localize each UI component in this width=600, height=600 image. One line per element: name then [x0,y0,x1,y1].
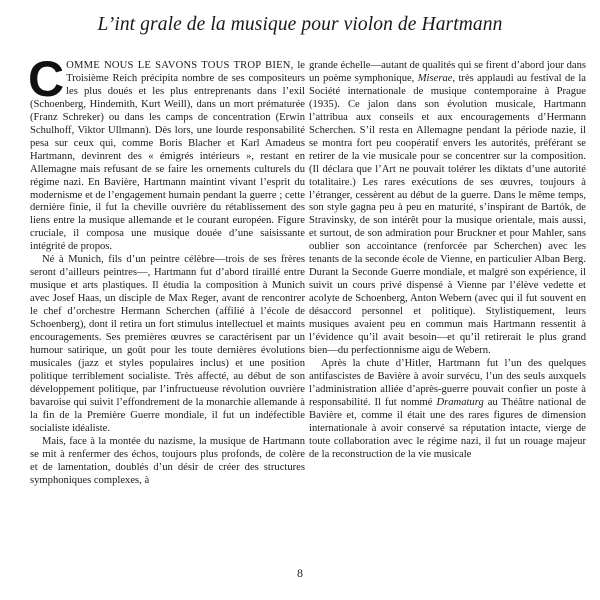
paragraph: Mais, face à la montée du nazisme, la musique de Hartmann se mit à renfermer des échos, toujours plus profonds, de colère et de lamentation, doublés d’un désir de créer des structures symphoniques complexes, à [30,435,305,486]
paragraph-text: Après la chute d’Hitler, Hartmann fut l’un des quelques antifascistes de Bavière à avoir survécu, l’un des seuls auxquels l’administration alliée d’après-guerre pouvait confier un poste à responsabilité. Il fut nommé [309,357,586,408]
paragraph-text: , très applaudi au festival de la Société internationale de musique contemporaine à Prague (1935). Ce jalon dans son évolution musicale, Hartmann l’attribua aux conseils et aux encouragements d’Hermann Scherchen. S’il resta en Allemagne pendant la période nazie, il se montra fort peu coopératif envers les autorités, préférant se retirer de la vie musicale pour se concentrer sur la composition. (Il déclara que l’Art ne pouvait tolérer les diktats d’une autorité totalitaire.) Les rares exécutions de ses œuvres, toujours à l’étranger, cessèrent au début de la guerre. Dans le même temps, son style gagna peu à peu en maturité, s’inspirant de Bartók, de Stravinsky, de son intérêt pour la musique orientale, mais aussi, et surtout, de son admiration pour Bruckner et pour Mahler, sans oublier son accointance (renforcée par Scherchen) avec les tenants de la seconde école de Vienne, en particulier Alban Berg. Durant la Seconde Guerre mondiale, et malgré son expérience, il suivit un cours privé dispensé à Vienne par l’élève vedette et acolyte de Schoenberg, Anton Webern (avec qui il fut souvent en désaccord personnel et politique). Stylistiquement, leurs musiques avaient peu en commun mais Hartmann ressentit à l’évidence qu’il avait besoin—et qu’il retirerait le plus grand bien—du perfectionnisme aigu de Webern. [309,72,587,356]
page-header-title: L’int grale de la musique pour violon de Hartmann [97,14,503,35]
paragraph [309,60,586,358]
paragraph-text: au Théâtre national de Bavière et, comme il était une des rares figures de dimension internationale à avoir conservé sa réputation intacte, vierge de toute collaboration avec le régime nazi, il fut un rouage majeur de la reconstruction de la vie musicale [309,396,586,460]
opening-small-caps: OMME NOUS LE SAVONS TOUS TROP BIEN, [66,60,294,71]
left-column [28,51,306,487]
right-column [309,60,586,462]
drop-cap: C [28,51,65,107]
term-italic: Dramaturg [436,396,484,408]
page-number: 8 [297,566,303,580]
paragraph-text: le Troisième Reich précipita nombre de ses compositeurs les plus doués et les plus entreprenants dans l’exil (Schoenberg, Hindemith, Kurt Weill), dans un mort prématurée (Franz Schreker) ou dans les camps de concentration (Erwin Schulhoff, Viktor Ullmann). Dès lors, une lourde responsabilité pesa sur ceux qui, comme Boris Blacher et Karl Amadeus Hartmann, devinrent des « émigrés intérieurs », restant en Allemagne mais refusant de se faire les ornements culturels du régime nazi. En Bavière, Hartmann maintint vivant l’esprit du modernisme et de l’engagement humain pendant la guerre ; cette dernière finie, il fut la cheville ouvrière du rétablissement des liens entre la musique allemande et le courant européen. Figure cruciale, il composa une musique douée d’une saisissante intégrité de propos. [30,60,306,253]
paragraph-text: grande échelle—autant de qualités qui se firent d’abord jour dans un poème symphonique, [309,60,586,84]
paragraph: Né à Munich, fils d’un peintre célèbre—trois de ses frères seront d’ailleurs peintres—, Hartmann fut d’abord tiraillé entre musique et arts plastiques. Il étudia la composition à Munich avec Josef Haas, un disciple de Max Reger, avant de rencontrer le chef d’orchestre Hermann Scherchen (affilié à l’école de Schoenberg), dont il retira un fort stimulus intellectuel et maints encouragements. Ses premières œuvres se caractérisent par un humour satirique, un goût pour les toute dernières évolutions musicales (jazz et styles populaires inclus) et une position politique terriblement socialiste. Très affecté, au début de son développement politique, par l’infructueuse révolution ouvrière bavaroise qui suivit l’effondrement de la monarchie allemande à la fin de la Première Guerre mondiale, il fut un indéfectible socialiste idéaliste. [30,254,305,434]
work-title-italic: Miserae [417,72,453,84]
paragraph [309,358,586,462]
paragraph [28,51,306,254]
